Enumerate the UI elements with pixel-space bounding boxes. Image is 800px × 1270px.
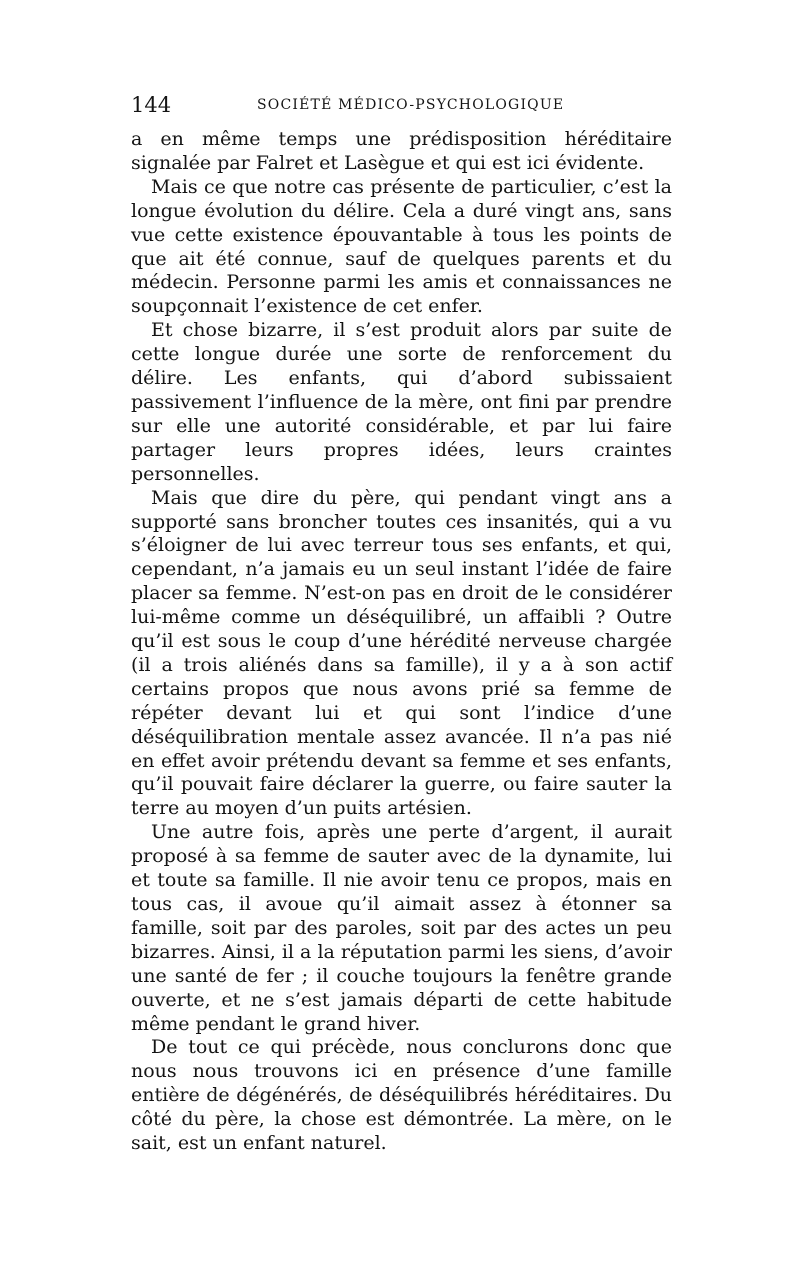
- running-head-title: SOCIÉTÉ MÉDICO-PSYCHOLOGIQUE: [257, 97, 565, 113]
- page-number: 144: [131, 93, 172, 117]
- running-head: [131, 92, 672, 118]
- paragraph-renforcement: Et chose bizarre, il s’est produit alors par suite de cette longue durée une sorte de renforcement du délire. Les enfants, qui d’abord subissaient passivement l’influence de la mère, ont fini par prendre sur elle une autorité considérable, et par lui faire partager leurs propres idées, leurs craintes personnelles.: [131, 319, 672, 485]
- paragraph-delire-evolution: Mais ce que notre cas présente de particulier, c’est la longue évolution du délire. Cela a duré vingt ans, sans vue cette existence épouvantable à tous les points de que ait été connue, sauf de quelques parents et du médecin. Personne parmi les amis et connaissances ne soupçonnait l’existence de cet enfer.: [131, 175, 672, 318]
- paragraph-continuation: a en même temps une prédisposition héréditaire signalée par Falret et Lasègue et qui est ici évidente.: [131, 128, 672, 174]
- paragraph-dynamite: Une autre fois, après une perte d’argent, il aurait proposé à sa femme de sauter avec de la dynamite, lui et toute sa famille. Il nie avoir tenu ce propos, mais en tous cas, il avoue qu’il aimait assez à étonner sa famille, soit par des paroles, soit par des actes un peu bizarres. Ainsi, il a la réputation parmi les siens, d’avoir une santé de fer ; il couche toujours la fenêtre grande ouverte, et ne s’est jamais départi de cette habitude même pendant le grand hiver.: [131, 821, 672, 1035]
- body-text: [131, 128, 672, 1156]
- paragraph-pere: Mais que dire du père, qui pendant vingt ans a supporté sans broncher toutes ces insanités, qui a vu s’éloigner de lui avec terreur tous ses enfants, et qui, cependant, n’a jamais eu un seul instant l’idée de faire placer sa femme. N’est-on pas en droit de le considérer lui-même comme un déséquilibré, un affaibli ? Outre qu’il est sous le coup d’une hérédité nerveuse chargée (il a trois aliénés dans sa famille), il y a à son actif certains propos que nous avons prié sa femme de répéter devant lui et qui sont l’indice d’une déséquilibration mentale assez avancée. Il n’a pas nié en effet avoir prétendu devant sa femme et ses enfants, qu’il pouvait faire déclarer la guerre, ou faire sauter la terre au moyen d’un puits artésien.: [131, 486, 672, 820]
- paragraph-conclusion: De tout ce qui précède, nous conclurons donc que nous nous trouvons ici en présence d’une famille entière de dégénérés, de déséquilibrés héréditaires. Du côté du père, la chose est démontrée. La mère, on le sait, est un enfant naturel.: [131, 1036, 672, 1155]
